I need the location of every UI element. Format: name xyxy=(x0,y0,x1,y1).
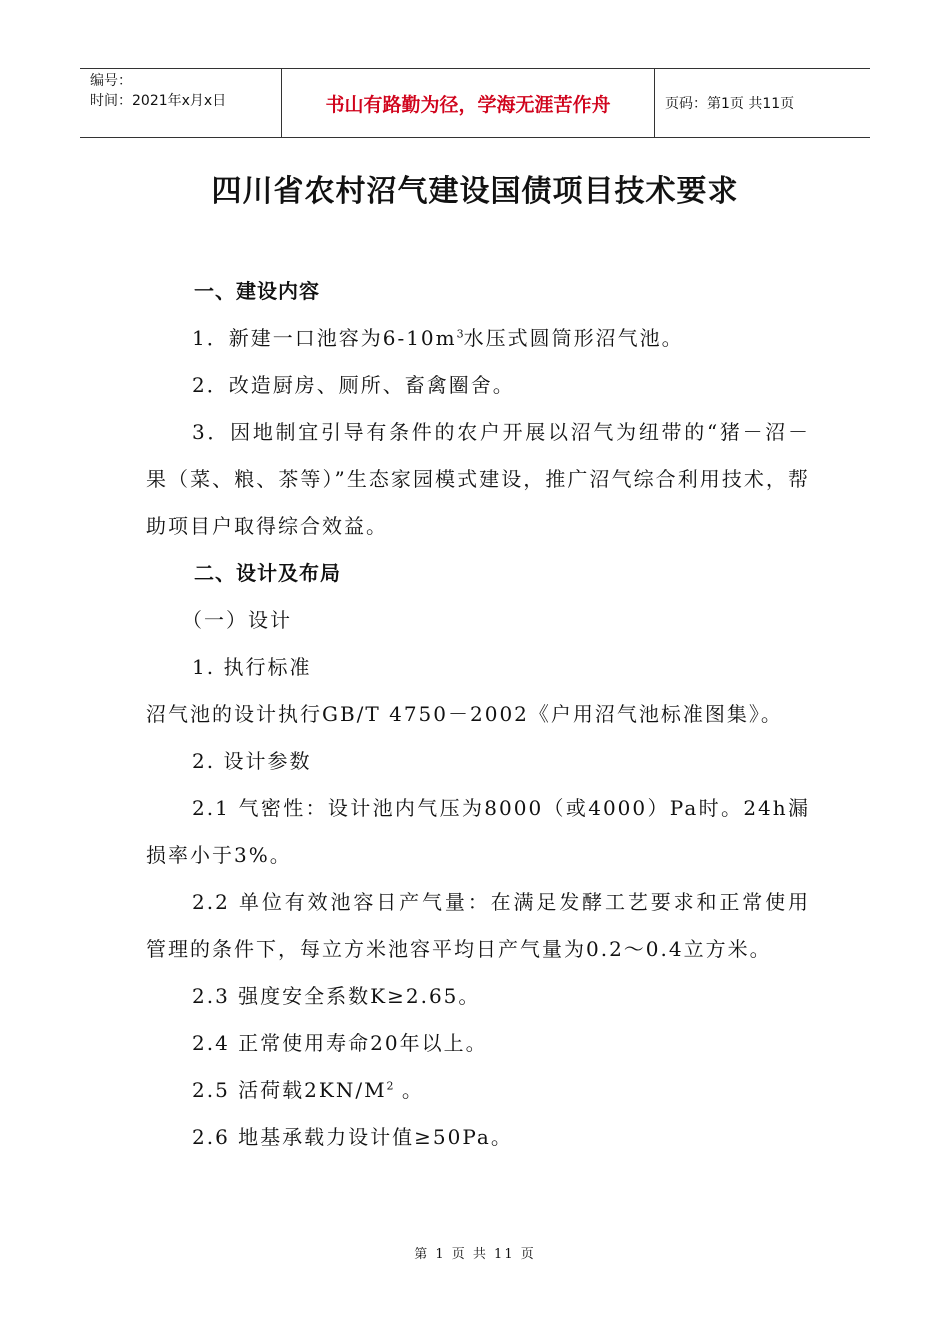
standard-text: 沼气池的设计执行GB/T 4750－2002《户用沼气池标准图集》。 xyxy=(146,702,783,726)
document-number-label: 编号： xyxy=(90,73,132,89)
standard-heading: 1. 执行标准 xyxy=(192,655,312,679)
parameter-2-2: 2.2 单位有效池容日产气量：在满足发酵工艺要求和正常使用管理的条件下，每立方米池容平均日产气量为0.2～0.4立方米。 xyxy=(146,890,810,961)
section-heading-design: 二、设计及布局 xyxy=(194,561,341,585)
page-footer: 第 1 页 共 11 页 xyxy=(414,1247,536,1262)
header-page-info: 页码：第1页 共11页 xyxy=(665,96,795,112)
document-title: 四川省农村沼气建设国债项目技术要求 xyxy=(211,174,739,209)
content-item-2: 2．改造厨房、厕所、畜禽圈舍。 xyxy=(192,373,515,397)
header-motto: 书山有路勤为径，学海无涯苦作舟 xyxy=(282,69,655,137)
subsection-design: （一）设计 xyxy=(182,608,292,632)
parameter-2-5: 2.5 活荷载$2KN/M^2$ 。 xyxy=(192,1078,424,1102)
content-item-1: 1．新建一口池容为$6-10m^3$水压式圆筒形沼气池。 xyxy=(192,326,684,350)
parameter-2-4: 2.4 正常使用寿命20年以上。 xyxy=(192,1031,488,1055)
header-table xyxy=(80,68,870,138)
parameter-2-1: 2.1 气密性：设计池内气压为8000（或4000）Pa时。24h漏损率小于3%。 xyxy=(146,796,810,867)
document-time-label: 时间：2021年x月x日 xyxy=(90,93,227,109)
parameter-2-3: 2.3 强度安全系数K≥2.65。 xyxy=(192,984,481,1008)
parameter-heading: 2. 设计参数 xyxy=(192,749,312,773)
content-item-3: 3．因地制宜引导有条件的农户开展以沼气为纽带的“猪－沼－果（菜、粮、茶等）”生态家园模式建设，推广沼气综合利用技术，帮助项目户取得综合效益。 xyxy=(146,420,810,538)
document-body xyxy=(146,268,810,1161)
parameter-2-6: 2.6 地基承载力设计值≥50Pa。 xyxy=(192,1125,513,1149)
section-heading-construction: 一、建设内容 xyxy=(194,279,320,303)
header-meta xyxy=(80,69,282,137)
